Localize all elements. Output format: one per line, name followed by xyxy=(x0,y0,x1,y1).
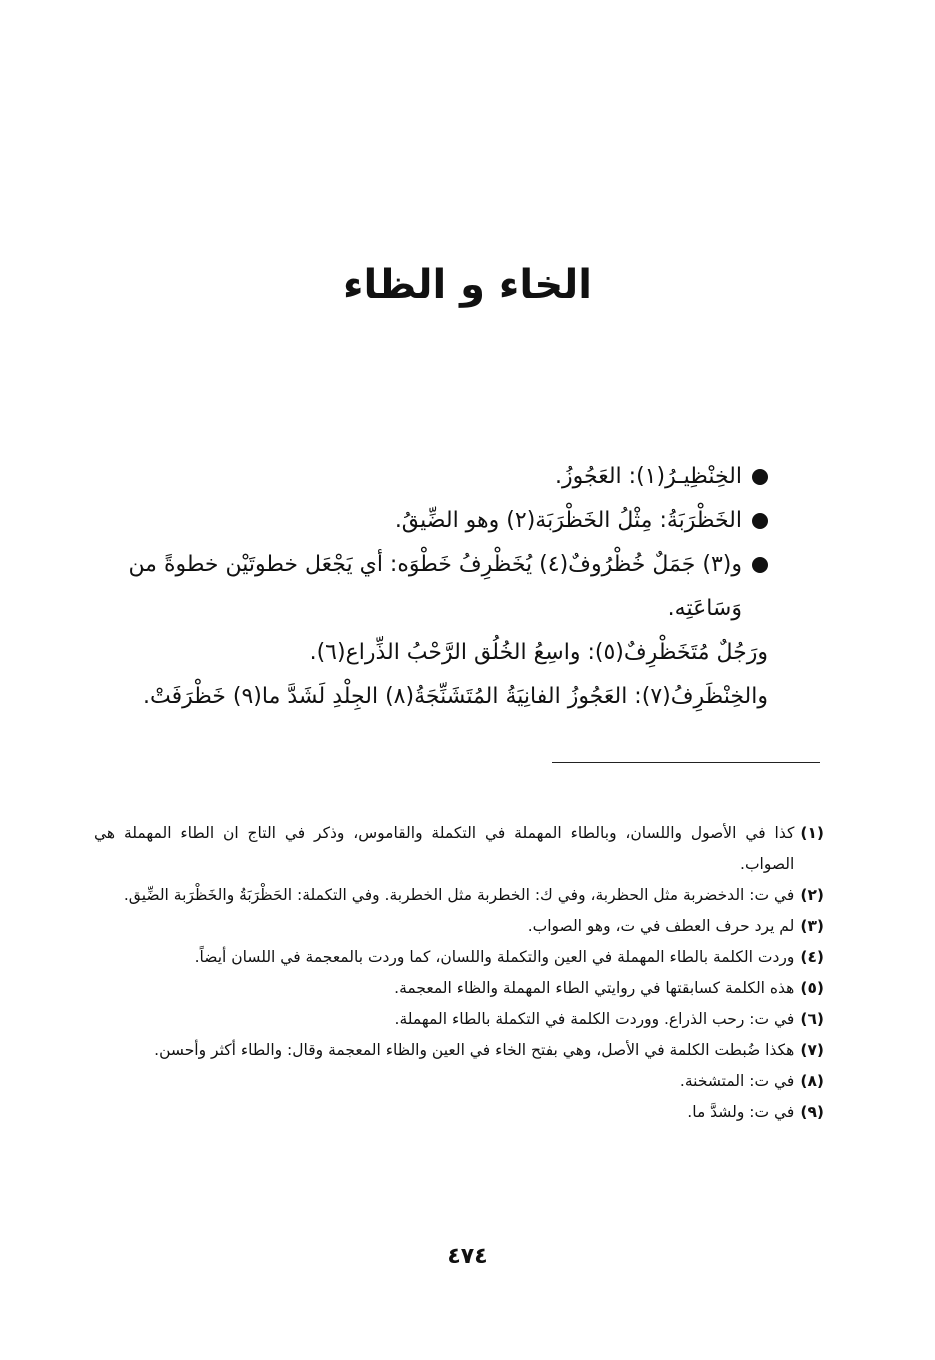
footnote-text: هذه الكلمة كسابقتها في روايتي الطاء المهملة والظاء المعجمة. xyxy=(394,979,795,997)
footnote-text: هكذا ضُبطت الكلمة في الأصل، وهي بفتح الخاء في العين والظاء المعجمة وقال: والطاء أكثر وأحسن. xyxy=(154,1041,795,1059)
footnote-number: (٥) xyxy=(800,979,824,997)
entry-continuation: ورَجُلٌ مُتَخَظْرِفٌ(٥): واسِعُ الخُلُق الرَّحْبُ الذِّراع(٦). xyxy=(309,640,768,665)
footnote xyxy=(94,1066,824,1097)
chapter-title: الخاء و الظاء xyxy=(343,262,592,308)
bullet-icon xyxy=(752,469,768,485)
footnote-number: (٩) xyxy=(800,1103,824,1121)
footnote-text: لم يرد حرف العطف في ت، وهو الصواب. xyxy=(527,917,795,935)
footnote-number: (٦) xyxy=(800,1010,824,1028)
footnote xyxy=(94,880,824,911)
entry-continuation: والخِنْظَرِفُ(٧): العَجُوزُ الفانِيَةُ المُتَشَنِّجَةُ(٨) الجِلْدِ لَشَدَّ ما(٩) خَظْرَفَتْ. xyxy=(142,684,768,709)
footnote xyxy=(94,1097,824,1128)
footnote-divider xyxy=(552,762,820,763)
footnote-number: (٣) xyxy=(800,917,824,935)
entry xyxy=(110,455,768,499)
bullet-icon xyxy=(752,513,768,529)
bullet-icon xyxy=(752,557,768,573)
entry-text: الخَظْرَبَةُ: مِثْلُ الخَظْرَبَة(٢) وهو الضِّيقُ. xyxy=(394,508,742,533)
footnote-text: في ت: الدخضربة مثل الحظربة، وفي ك: الخطربة مثل الخطربة. وفي التكملة: الحَظْرَبَةُ والخَظْرَبة الضِّيق. xyxy=(123,886,795,904)
footnotes xyxy=(94,818,824,1128)
footnote-text: وردت الكلمة بالطاء المهملة في العين والتكملة واللسان، كما وردت بالمعجمة في اللسان أيضاً. xyxy=(194,948,795,966)
footnote-number: (٢) xyxy=(800,886,824,904)
dictionary-entries xyxy=(110,455,768,719)
footnote xyxy=(94,1004,824,1035)
footnote-number: (٨) xyxy=(800,1072,824,1090)
footnote xyxy=(94,818,824,880)
footnote xyxy=(94,942,824,973)
footnote-text: في ت: ولشدَّ ما. xyxy=(687,1103,795,1121)
footnote-number: (٧) xyxy=(800,1041,824,1059)
entry xyxy=(110,499,768,543)
footnote xyxy=(94,973,824,1004)
entry-text: و(٣) جَمَلٌ خُظْرُوفٌ(٤) يُخَظْرِفُ خَطْوَه: أي يَجْعَل خطوتَيْن خطوةً من وَسَاعَتِه. xyxy=(128,552,742,621)
footnote-text: في ت: المتشخنة. xyxy=(679,1072,795,1090)
entry-text: الخِنْظِيـرُ(١): العَجُوزُ. xyxy=(555,464,742,489)
page-number: ٤٧٤ xyxy=(447,1244,488,1269)
footnote-text: في ت: رحب الذراع. ووردت الكلمة في التكملة بالطاء المهملة. xyxy=(394,1010,795,1028)
footnote xyxy=(94,911,824,942)
footnote-number: (٤) xyxy=(800,948,824,966)
footnote xyxy=(94,1035,824,1066)
entry xyxy=(110,543,768,631)
footnote-text: كذا في الأصول واللسان، وبالطاء المهملة في التكملة والقاموس، وذكر في التاج ان الطاء المهملة هي الصواب. xyxy=(94,824,795,873)
footnote-number: (١) xyxy=(800,824,824,842)
